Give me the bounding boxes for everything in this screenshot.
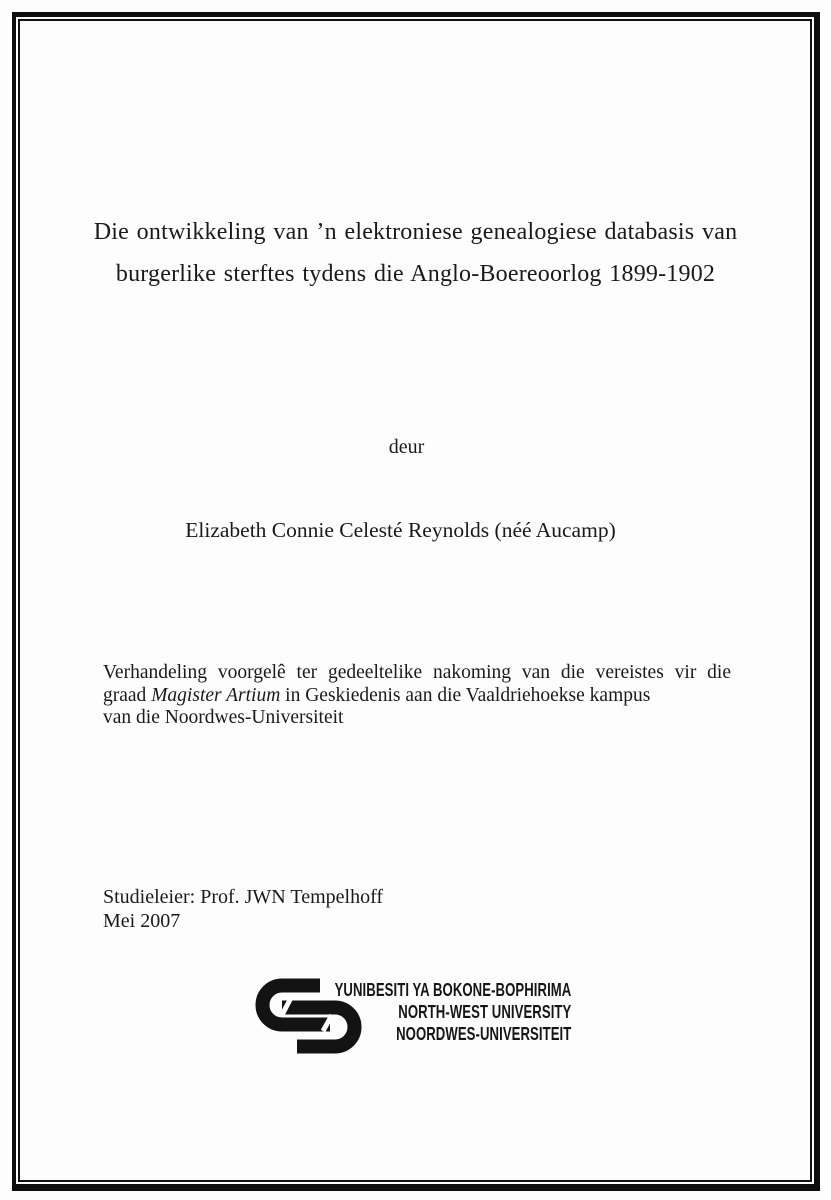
submission-line-3: van die Noordwes-Universiteit [103,707,344,728]
supervisor-line: Studieleier: Prof. JWN Tempelhoff [103,886,384,908]
date-line: Mei 2007 [103,909,181,932]
supervisor-block [103,886,383,933]
logo-line-afrikaans: NOORDWES-UNIVERSITEIT [395,1024,571,1044]
author-name: Elizabeth Connie Celesté Reynolds (néé Aucamp) [185,518,616,542]
degree-name: Magister Artium [151,684,281,706]
thesis-title [45,211,786,295]
nwu-logo-text [334,979,571,1045]
thesis-title-line-2: burgerlike sterftes tydens die Anglo-Boereoorlog 1899-1902 [115,261,716,287]
logo-line-english: NORTH-WEST UNIVERSITY [397,1002,571,1022]
logo-line-setswana: YUNIBESITI YA BOKONE-BOPHIRIMA [334,980,571,1000]
submission-line-1: Verhandeling voorgelê ter gedeeltelike nakoming van die vereistes vir die [103,662,731,683]
submission-line-2 [103,685,731,708]
submission-statement [103,662,731,730]
thesis-title-line-1: Die ontwikkeling van ’n elektroniese genealogiese databasis van [93,219,738,245]
byline-deur: deur [388,436,425,458]
nwu-logo [255,976,575,1060]
degree-suffix: in Geskiedenis aan die Vaaldriehoekse kampus [280,684,651,706]
degree-prefix: graad [103,684,152,706]
